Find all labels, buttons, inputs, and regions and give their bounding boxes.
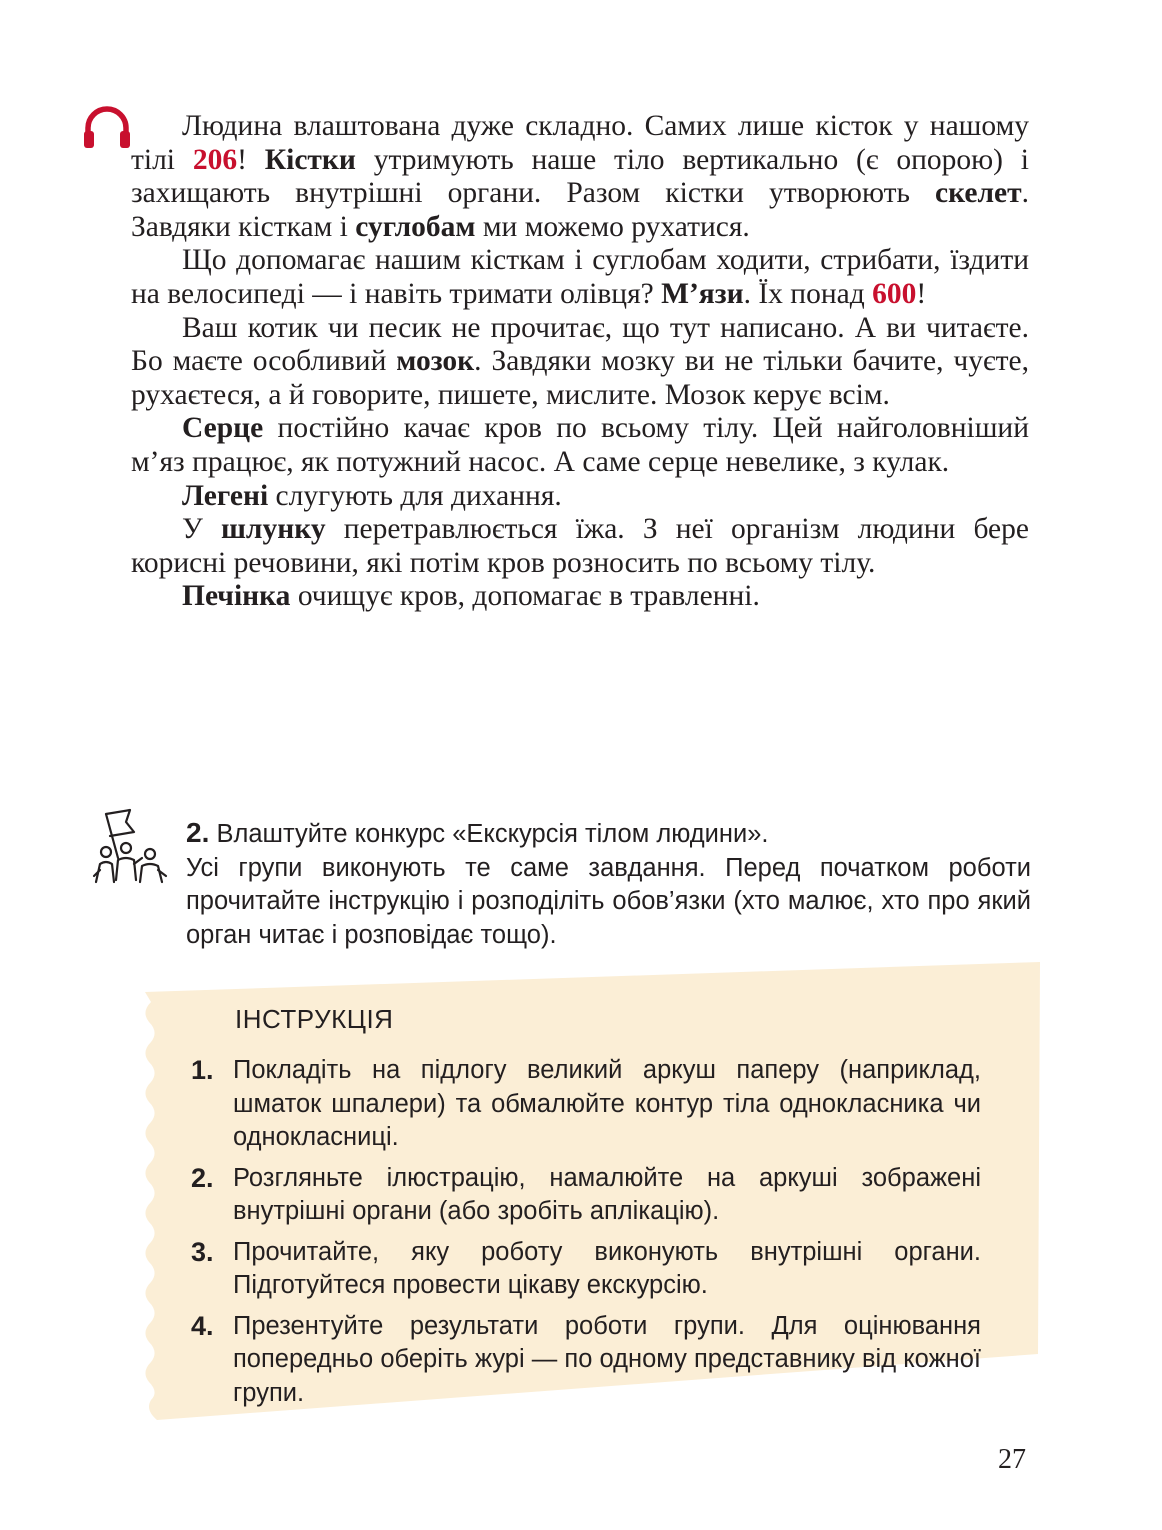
bold-term: Серце [182,412,264,445]
text-segment: Людина влаштована дуже складно. Самих лише кісток у нашому тілі [131,110,1029,176]
step-number: 4. [191,1310,214,1341]
step-number: 1. [191,1055,214,1085]
bold-term: М’язи [661,277,744,310]
paragraph [131,110,1029,244]
highlight-number: 600 [872,277,917,310]
text-segment: Ваш котик чи песик не прочитає, що тут написано. А ви читаєте. Бо маєте особливий [131,311,1029,378]
instruction-step [191,1162,981,1229]
paragraph [131,580,1029,614]
instruction-steps [191,1054,981,1417]
page-number: 27 [998,1444,1026,1475]
step-text: Розгляньте ілюстрацію, намалюйте на аркуші зображені внутрішні органи (або зробіть аплікацію). [233,1163,981,1225]
text-segment: ми можемо рухатися. [475,210,750,243]
main-text [131,110,1029,614]
paragraph [131,412,1029,479]
headphones-icon[interactable] [82,104,132,150]
instruction-step [191,1054,981,1155]
step-text: Презентуйте результати роботи групи. Для оцінювання попередньо оберіть журі — по одному представнику від кожної групи. [233,1311,981,1407]
text-segment: постійно качає кров по всьому тілу. Цей найголовніший м’яз працює, як потужний насос. А саме серце невелике, з кулак. [131,412,1029,478]
paragraph [131,244,1029,311]
highlight-number: 206 [192,143,238,176]
step-number: 3. [191,1236,214,1267]
text-segment: слугують для дихання. [268,479,562,512]
text-segment: . Завдяки кісткам і [131,177,1029,243]
bold-term: суглобам [355,210,476,243]
text-segment: утримують наше тіло вертикально (є опорою) і захищають внутрішні органи. Разом кістки утворюють [131,143,1030,210]
instruction-step [191,1236,981,1303]
task-number: 2. [186,817,210,848]
bold-term: мозок [396,345,475,378]
text-segment: очищує кров, допомагає в травленні. [290,580,760,613]
bold-term: Кістки [264,143,356,176]
instruction-step [191,1310,981,1411]
bold-term: Печінка [182,580,291,613]
step-text: Прочитайте, яку роботу виконують внутрішні органи. Підготуйтеся провести цікаву екскурсію. [233,1237,981,1299]
text-segment: . Їх понад [743,277,873,310]
text-segment: Що допомагає нашим кісткам і суглобам ходити, стрибати, їздити на велосипеді — і навіть тримати олівця? [131,244,1029,310]
text-segment: перетравлюється їжа. З неї організм людини бере корисні речовини, які потім кров розносить по всьому тілу. [131,513,1029,579]
text-segment: ! [237,143,265,176]
group-activity-icon [90,806,170,886]
task-block [186,816,1031,952]
text-segment: . Завдяки мозку ви не тільки бачите, чуєте, рухаєтеся, а й говорите, пишете, мислите. Мозок керує всім. [131,345,1029,411]
task-title: Влаштуйте конкурс «Екскурсія тілом людини». [216,820,769,848]
bold-term: Легені [182,479,269,512]
instruction-title: ІНСТРУКЦІЯ [235,1004,394,1034]
bold-term: шлунку [221,513,326,546]
instruction-note [141,962,1040,1420]
bold-term: скелет [935,177,1022,210]
task-description: Усі групи виконують те саме завдання. Перед початком роботи прочитайте інструкцію і розподіліть обов’язки (хто малює, хто про який орган читає і розповідає тощо). [186,853,1031,949]
paragraph [131,513,1029,580]
text-segment: ! [916,277,927,310]
step-text: Покладіть на підлогу великий аркуш паперу (наприклад, шматок шпалери) та обмалюйте контур тіла однокласника чи однокласниці. [233,1056,981,1151]
text-segment: У [182,513,222,546]
paragraph [131,480,1029,514]
paragraph [131,312,1029,413]
step-number: 2. [191,1162,214,1193]
